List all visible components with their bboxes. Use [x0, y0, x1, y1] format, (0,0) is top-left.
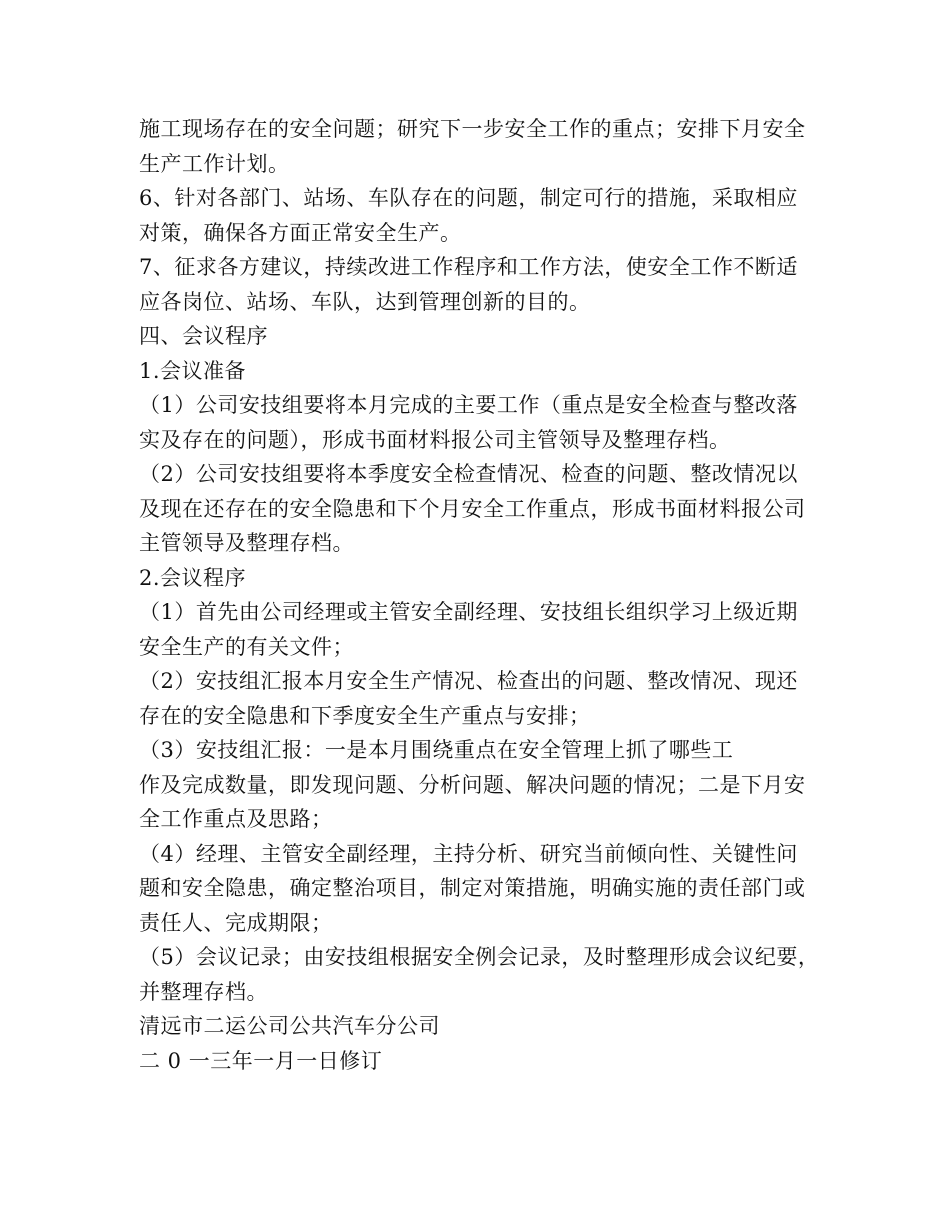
text-line: 应各岗位、站场、车队，达到管理创新的目的。	[139, 289, 591, 314]
text-line: 安全生产的有关文件；	[139, 634, 354, 659]
signature-organization: 清远市二运公司公共汽车分公司	[139, 1014, 440, 1038]
text-line: 责任人、完成期限；	[139, 910, 333, 935]
revision-date: 二 0 一三年一月一日修订	[139, 1048, 383, 1073]
document-body	[139, 112, 829, 1078]
text-line: 并整理存档。	[139, 979, 268, 1004]
text-line: 7、征求各方建议，持续改进工作程序和工作方法，使安全工作不断适	[139, 255, 798, 279]
text-line: （4）经理、主管安全副经理，主持分析、研究当前倾向性、关键性问	[139, 841, 798, 866]
text-line: 主管领导及整理存档。	[139, 531, 354, 555]
subsection-heading: 1.会议准备	[139, 358, 247, 383]
text-line: 全工作重点及思路；	[139, 807, 333, 831]
text-line: 题和安全隐患，确定整治项目，制定对策措施，明确实施的责任部门或	[139, 876, 806, 900]
text-line: （1）首先由公司经理或主管安全副经理、安技组长组织学习上级近期	[139, 600, 798, 624]
subsection-heading: 2.会议程序	[139, 565, 247, 590]
text-line: 生产工作计划。	[139, 151, 290, 176]
text-line: 及现在还存在的安全隐患和下个月安全工作重点，形成书面材料报公司	[139, 496, 806, 521]
text-line: （5）会议记录；由安技组根据安全例会记录，及时整理形成会议纪要，	[139, 945, 820, 969]
text-line: 对策，确保各方面正常安全生产。	[139, 220, 462, 245]
section-heading: 四、会议程序	[139, 324, 268, 348]
text-line: （1）公司安技组要将本月完成的主要工作（重点是安全检查与整改落	[139, 393, 798, 417]
text-line: （2）公司安技组要将本季度安全检查情况、检查的问题、整改情况以	[139, 462, 798, 486]
text-line: （3）安技组汇报：一是本月围绕重点在安全管理上抓了哪些工	[139, 738, 734, 762]
text-line: 存在的安全隐患和下季度安全生产重点与安排；	[139, 703, 591, 728]
text-line: 施工现场存在的安全问题；研究下一步安全工作的重点；安排下月安全	[139, 117, 806, 141]
text-line: 作及完成数量，即发现问题、分析问题、解决问题的情况；二是下月安	[139, 772, 806, 797]
text-line: 实及存在的问题），形成书面材料报公司主管领导及整理存档。	[139, 427, 731, 452]
text-line: （2）安技组汇报本月安全生产情况、检查出的问题、整改情况、现还	[139, 669, 798, 693]
text-line: 6、针对各部门、站场、车队存在的问题，制定可行的措施，采取相应	[139, 186, 798, 210]
